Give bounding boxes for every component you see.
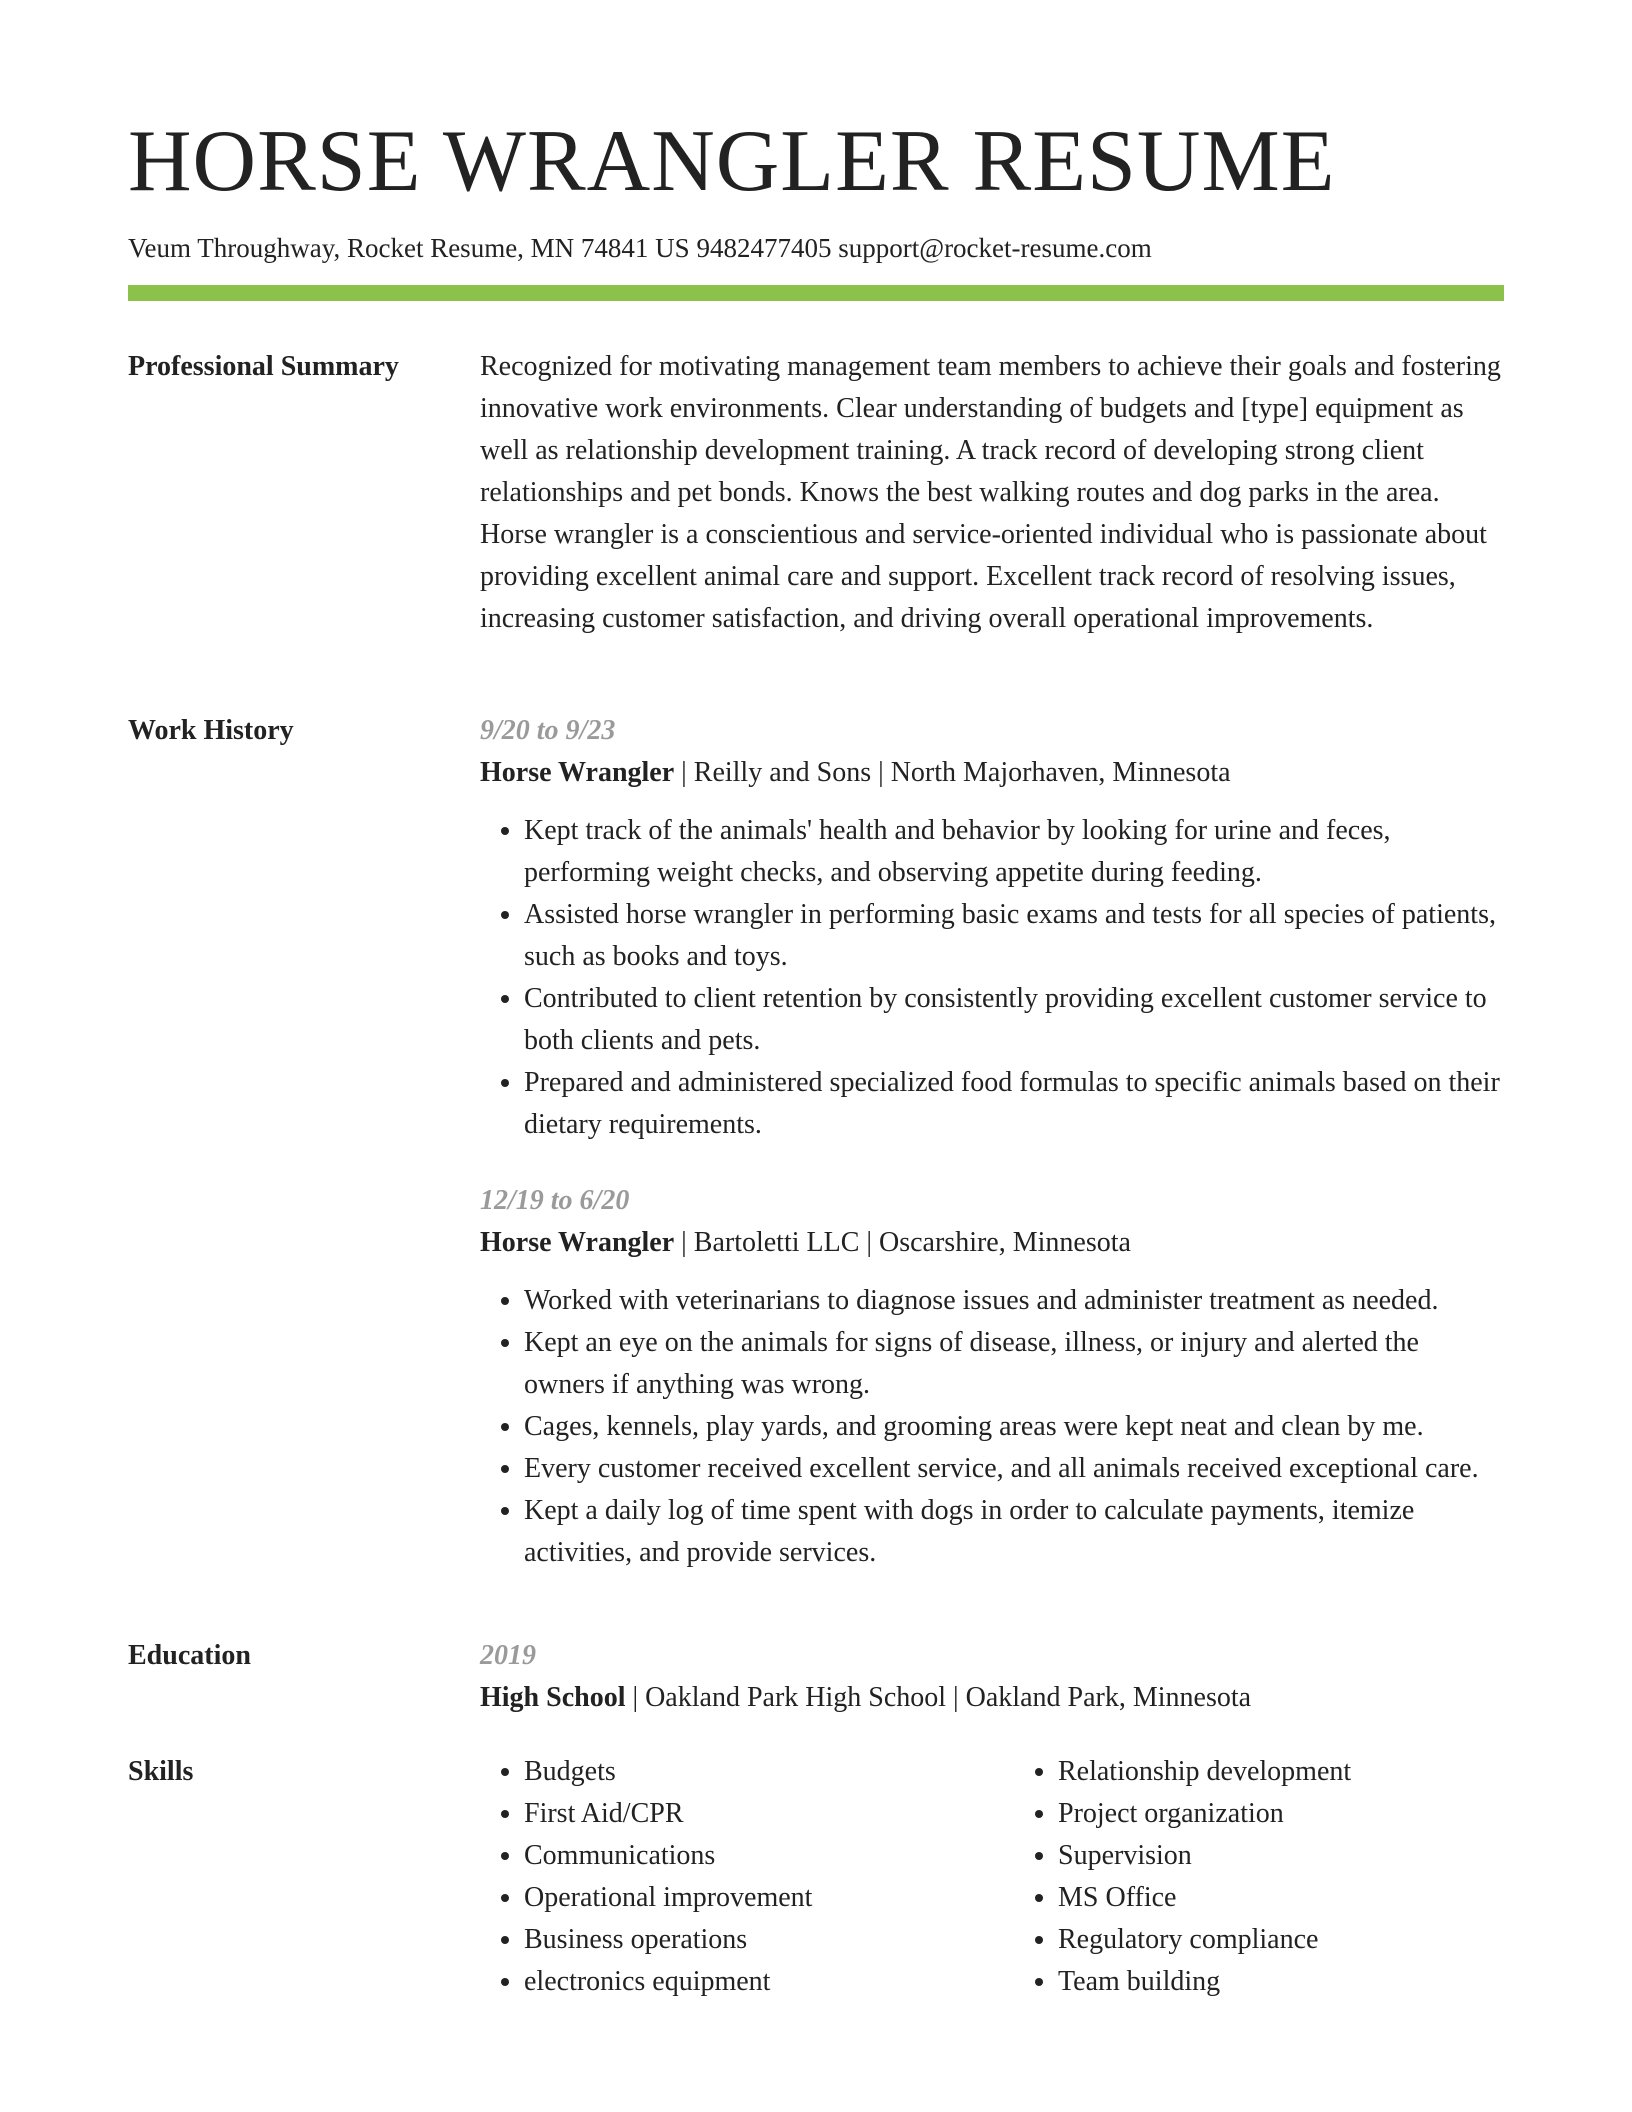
contact-address: Veum Throughway, Rocket Resume, MN 74841 US [128, 233, 697, 263]
list-item: • electronics equipment [524, 1961, 970, 2003]
contact-phone: 9482477405 [696, 233, 839, 263]
list-item: • Kept an eye on the animals for signs of disease, illness, or injury and alerted the owners if anything was wrong. [524, 1322, 1504, 1406]
job-entry [480, 710, 1504, 1146]
job-duties [480, 1280, 1504, 1574]
list-item: • Team building [1058, 1961, 1504, 2003]
list-item: • Project organization [1058, 1793, 1504, 1835]
list-item: • Cages, kennels, play yards, and grooming areas were kept neat and clean by me. [524, 1406, 1504, 1448]
list-item: • Kept track of the animals' health and behavior by looking for urine and feces, performing weight checks, and observing appetite during feeding. [524, 810, 1504, 894]
list-item: • Supervision [1058, 1835, 1504, 1877]
contact-email: support@rocket-resume.com [838, 233, 1152, 263]
job-details: | Bartoletti LLC | Oscarshire, Minnesota [674, 1227, 1131, 1258]
education-degree: High School [480, 1682, 626, 1713]
list-item: • Every customer received excellent service, and all animals received exceptional care. [524, 1448, 1504, 1490]
summary-text: Recognized for motivating management team members to achieve their goals and fostering innovative work environments. Clear understanding of budgets and [type] equipment as well as relationship development training. A track record of developing strong client relationships and pet bonds. Knows the best walking routes and dog parks in the area. Horse wrangler is a conscientious and service-oriented individual who is passionate about providing excellent animal care and support. Excellent track record of resolving issues, increasing customer satisfaction, and driving overall operational improvements. [480, 351, 1501, 634]
contact-line [128, 232, 1152, 264]
education-year: 2019 [480, 1640, 536, 1671]
skills-label: Skills [128, 1756, 194, 1787]
job-entry [480, 1180, 1504, 1574]
skills-content [480, 1751, 1504, 2003]
education-heading [480, 1677, 1504, 1719]
skills-list-right [1014, 1751, 1504, 2003]
education-label: Education [128, 1640, 251, 1671]
list-item: • Business operations [524, 1919, 970, 1961]
work-history-content [480, 710, 1504, 1574]
job-dates: 12/19 to 6/20 [480, 1185, 630, 1216]
job-heading [480, 1222, 1504, 1264]
job-title: Horse Wrangler [480, 757, 675, 788]
list-item: • Budgets [524, 1751, 970, 1793]
education-content [480, 1635, 1504, 1719]
page-title: HORSE WRANGLER RESUME [128, 113, 1336, 210]
list-item: • Communications [524, 1835, 970, 1877]
list-item: • Relationship development [1058, 1751, 1504, 1793]
list-item: • Assisted horse wrangler in performing basic exams and tests for all species of patients, such as books and toys. [524, 894, 1504, 978]
list-item: • MS Office [1058, 1877, 1504, 1919]
list-item: • Worked with veterinarians to diagnose issues and administer treatment as needed. [524, 1280, 1504, 1322]
skills-list-left [480, 1751, 970, 2003]
education-details: | Oakland Park High School | Oakland Park, Minnesota [625, 1682, 1252, 1713]
list-item: • First Aid/CPR [524, 1793, 970, 1835]
list-item: • Operational improvement [524, 1877, 970, 1919]
summary-label: Professional Summary [128, 351, 399, 382]
skills-grid [480, 1751, 1504, 2003]
job-dates: 9/20 to 9/23 [480, 715, 616, 746]
list-item: • Regulatory compliance [1058, 1919, 1504, 1961]
list-item: • Kept a daily log of time spent with dogs in order to calculate payments, itemize activities, and provide services. [524, 1490, 1504, 1574]
summary-content [480, 346, 1504, 640]
job-duties [480, 810, 1504, 1146]
job-title: Horse Wrangler [480, 1227, 675, 1258]
list-item: • Contributed to client retention by consistently providing excellent customer service to both clients and pets. [524, 978, 1504, 1062]
work-history-label: Work History [128, 715, 294, 746]
job-heading [480, 752, 1504, 794]
job-details: | Reilly and Sons | North Majorhaven, Minnesota [674, 757, 1231, 788]
list-item: • Prepared and administered specialized food formulas to specific animals based on their dietary requirements. [524, 1062, 1504, 1146]
accent-divider [128, 285, 1504, 301]
